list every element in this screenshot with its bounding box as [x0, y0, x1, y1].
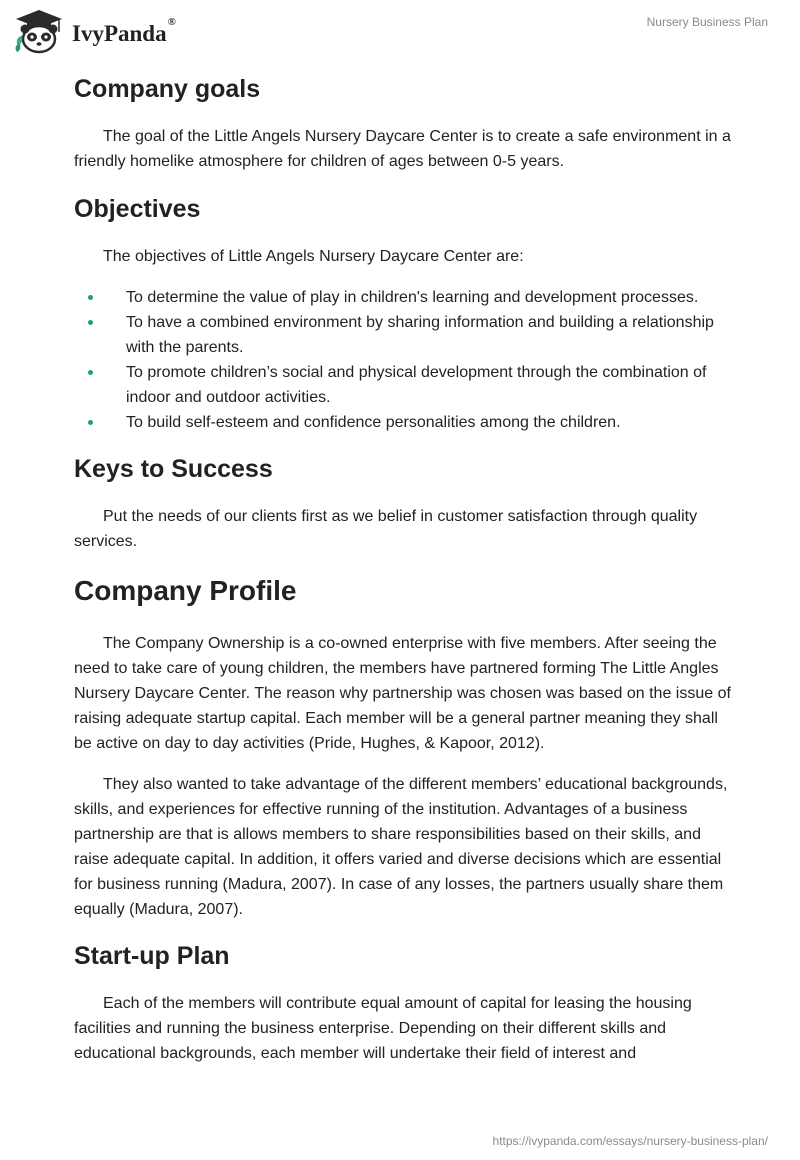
paragraph-startup-plan: Each of the members will contribute equal amount of capital for leasing the housing facilities and running the business enterprise. Depending on their different skills and educational backgrounds, each member will undertake their field of interest and: [74, 995, 692, 1062]
essay-content: [74, 70, 734, 1066]
list-item: To have a combined environment by sharing information and building a relationship with the parents.: [74, 310, 734, 360]
bullet-icon: [88, 295, 93, 300]
footer-url[interactable]: https://ivypanda.com/essays/nursery-business-plan/: [492, 1134, 768, 1148]
heading-keys-to-success: Keys to Success: [74, 455, 273, 483]
list-item: To build self-esteem and confidence personalities among the children.: [74, 410, 734, 435]
heading-startup-plan: Start-up Plan: [74, 942, 230, 970]
bullet-icon: [88, 420, 93, 425]
paragraph-keys-to-success: Put the needs of our clients first as we belief in customer satisfaction through quality services.: [74, 508, 698, 550]
page-header: [0, 0, 800, 70]
paragraph-objectives-intro: The objectives of Little Angels Nursery Daycare Center are:: [103, 248, 524, 265]
paragraph-company-profile-2: They also wanted to take advantage of the different members’ educational backgrounds, skills, and experiences for effective running of the institution. Advantages of a business partnership are that is allows members to share responsibilities based on their skills, and raise adequate capital. In addition, it offers varied and diverse decisions which are essential for business running (Madura, 2007). In case of any losses, the partners usually share them equally (Madura, 2007).: [74, 776, 728, 918]
bullet-icon: [88, 320, 93, 325]
paragraph-company-goals: The goal of the Little Angels Nursery Daycare Center is to create a safe environment in a friendly homelike atmosphere for children of ages between 0-5 years.: [74, 128, 731, 170]
heading-company-goals: Company goals: [74, 75, 261, 103]
objectives-list: [74, 285, 734, 435]
list-item: To promote children’s social and physical development through the combination of indoor and outdoor activities.: [74, 360, 734, 410]
registered-mark: ®: [167, 15, 176, 28]
document-title: Nursery Business Plan: [646, 15, 768, 29]
paragraph-company-profile-1: The Company Ownership is a co-owned enterprise with five members. After seeing the need to take care of young children, the members have partnered forming The Little Angles Nursery Daycare Center. The reason why partnership was chosen was based on the issue of raising adequate startup capital. Each member will be a general partner meaning they shall be active on day to day activities (Pride, Hughes, & Kapoor, 2012).: [74, 635, 731, 752]
list-item: To determine the value of play in children's learning and development processes.: [74, 285, 734, 310]
ivypanda-logo[interactable]: [14, 8, 176, 54]
heading-objectives: Objectives: [74, 195, 201, 223]
heading-company-profile: Company Profile: [74, 575, 297, 606]
bullet-icon: [88, 370, 93, 375]
brand-name: IvyPanda®: [72, 15, 176, 46]
panda-logo-icon: [14, 8, 64, 54]
